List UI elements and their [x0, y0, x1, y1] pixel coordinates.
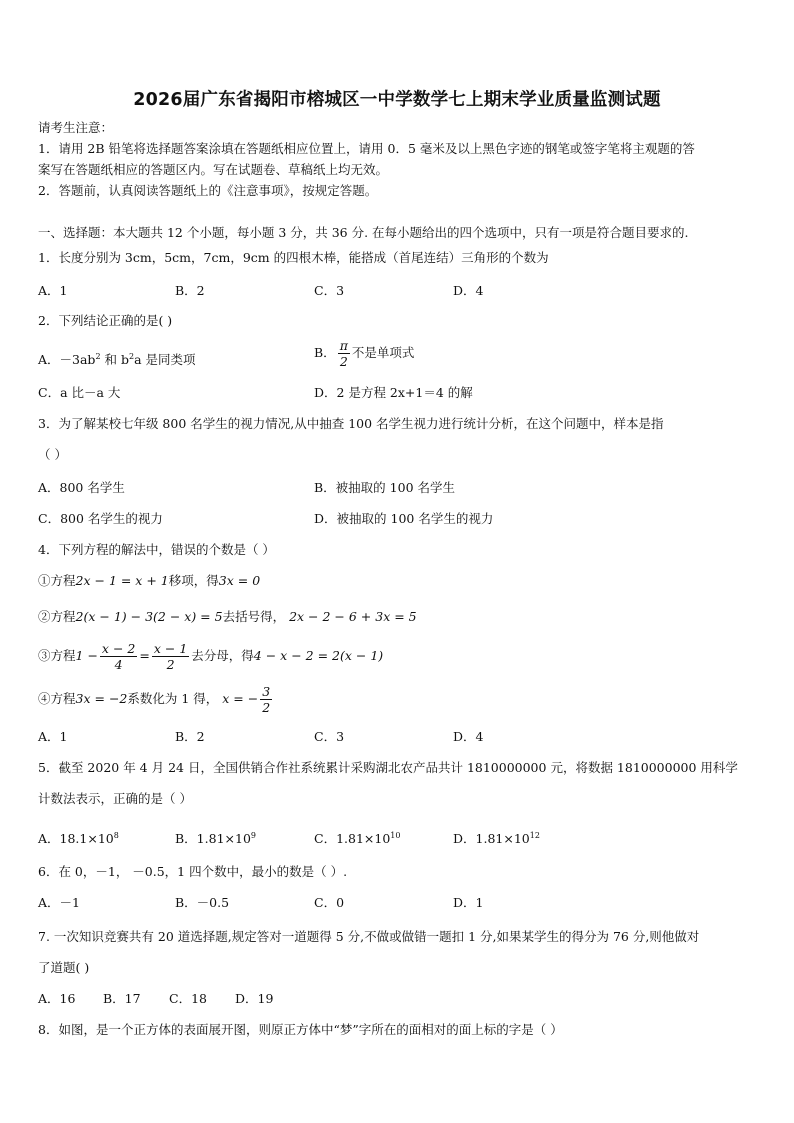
q2-a-mid: 和 b: [100, 352, 129, 368]
q6-option-a: A．－1: [38, 895, 80, 910]
q4-s3-fraction-1: [100, 641, 137, 672]
notice-item-1: 1．请用 2B 铅笔将选择题答案涂填在答题纸相应位置上，请用 0．5 毫米及以上黑色字迹的钢笔或签字笔将主观题的答: [38, 141, 695, 156]
q2-option-c: C．a 比－a 大: [38, 385, 121, 400]
q2-a-suffix: a 是同类项: [134, 352, 196, 368]
q5-a-base: A．18.1×10: [38, 831, 114, 847]
q4-s1-prefix: ①方程: [38, 573, 76, 588]
q4-s2-equation: 2(x − 1) − 3(2 − x) = 5: [75, 609, 223, 624]
notice-item-1-cont: 案写在答题纸相应的答题区内。写在试题卷、草稿纸上均无效。: [38, 162, 389, 177]
q4-s3-result: 4 − x − 2 = 2(x − 1): [253, 648, 384, 663]
q5-c-exponent: 10: [390, 831, 401, 840]
q5-d-exponent: 12: [529, 831, 540, 840]
q5-d-base: D．1.81×10: [453, 831, 530, 847]
q7-option-b: B．17: [103, 991, 141, 1006]
question-6-stem: 6．在 0，－1， －0.5，1 四个数中，最小的数是（ ）.: [38, 864, 348, 879]
q2-b-denominator: 2: [339, 354, 348, 369]
q4-s3-mid: 去分母，得: [191, 648, 254, 663]
question-5-stem-cont: 计数法表示，正确的是（ ）: [38, 791, 192, 806]
q3-option-d: D．被抽取的 100 名学生的视力: [314, 511, 494, 526]
q4-statement-2: [38, 609, 417, 625]
question-7-stem: 7. 一次知识竞赛共有 20 道选择题,规定答对一道题得 5 分,不做或做错一题扣 1 分,如果某学生的得分为 76 分,则他做对: [38, 929, 700, 944]
q6-option-c: C．0: [314, 895, 345, 910]
q7-option-a: A．16: [38, 991, 76, 1006]
q4-s3-prefix: ③方程: [38, 648, 76, 663]
q5-b-exponent: 9: [250, 831, 256, 840]
q5-b-base: B．1.81×10: [175, 831, 251, 847]
q5-option-b: [175, 828, 256, 847]
q3-option-c: C．800 名学生的视力: [38, 511, 163, 526]
q4-s3-f1-denominator: 4: [114, 657, 123, 672]
q2-option-a: [38, 349, 196, 368]
question-7-stem-cont: 了道题( ): [38, 960, 90, 975]
q4-s3-f1-numerator: x − 2: [101, 641, 136, 656]
q4-s2-prefix: ②方程: [38, 609, 76, 624]
q4-option-d: D．4: [453, 729, 484, 744]
q2-b-prefix: B．: [314, 345, 336, 360]
question-4-stem: 4．下列方程的解法中，错误的个数是（ ）: [38, 542, 275, 557]
q5-a-exponent: 8: [113, 831, 119, 840]
q1-option-d: D．4: [453, 283, 484, 298]
q4-s2-mid: 去括号得，: [222, 609, 286, 624]
q4-statement-1: [38, 573, 260, 589]
q2-option-d: D．2 是方程 2x+1＝4 的解: [314, 385, 473, 400]
q2-a-exponent: 2: [95, 352, 101, 361]
q4-s4-fraction: [260, 684, 272, 715]
q2-b-fraction: [338, 338, 350, 369]
notice-header: 请考生注意：: [38, 120, 114, 135]
q4-s4-numerator: 3: [262, 684, 271, 699]
q4-s4-denominator: 2: [262, 700, 271, 715]
question-1-stem: 1．长度分别为 3cm，5cm，7cm，9cm 的四根木棒，能搭成（首尾连结）三角形的个数为: [38, 250, 549, 265]
q4-s4-mid: 系数化为 1 得，: [127, 691, 219, 706]
q4-s3-f2-numerator: x − 1: [153, 641, 188, 656]
q4-s3-equals: =: [139, 648, 150, 663]
section-heading: 一、选择题：本大题共 12 个小题，每小题 3 分，共 36 分. 在每小题给出的四个选项中，只有一项是符合题目要求的.: [38, 225, 689, 240]
q7-option-c: C．18: [169, 991, 207, 1006]
q5-option-a: [38, 828, 119, 847]
q4-s3-fraction-2: [152, 641, 189, 672]
q4-s1-equation: 2x − 1 = x + 1: [75, 573, 169, 588]
q4-s3-f2-denominator: 2: [166, 657, 175, 672]
q4-s1-result: 3x = 0: [218, 573, 261, 588]
q4-option-a: A．1: [38, 729, 68, 744]
q3-option-b: B．被抽取的 100 名学生: [314, 480, 455, 495]
question-3-stem: 3．为了解某校七年级 800 名学生的视力情况,从中抽查 100 名学生视力进行统计分析，在这个问题中，样本是指: [38, 416, 664, 431]
q4-statement-3: [38, 640, 383, 672]
q4-s4-equation: 3x = −2: [75, 691, 128, 706]
q4-option-b: B．2: [175, 729, 205, 744]
question-2-stem: 2．下列结论正确的是( ): [38, 313, 173, 328]
notice-item-2: 2．答题前，认真阅读答题纸上的《注意事项》，按规定答题。: [38, 183, 378, 198]
q2-b-numerator: π: [339, 338, 348, 353]
q2-option-b: [314, 338, 414, 369]
question-8-stem: 8．如图，是一个正方体的表面展开图，则原正方体中“梦”字所在的面相对的面上标的字是（ ）: [38, 1022, 563, 1037]
q3-option-a: A．800 名学生: [38, 480, 125, 495]
page-title: 2026届广东省揭阳市榕城区一中学数学七上期末学业质量监测试题: [133, 90, 661, 110]
q4-option-c: C．3: [314, 729, 345, 744]
q4-s3-lead: 1 −: [75, 648, 98, 663]
q1-option-a: A．1: [38, 283, 68, 298]
q4-s4-prefix: ④方程: [38, 691, 76, 706]
q1-option-b: B．2: [175, 283, 205, 298]
q2-b-suffix: 不是单项式: [351, 345, 415, 360]
question-5-stem: 5．截至 2020 年 4 月 24 日，全国供销合作社系统累计采购湖北农产品共计 1810000000 元，将数据 1810000000 用科学: [38, 760, 738, 775]
q2-a-prefix: A．－3ab: [38, 352, 96, 368]
q2-a-exponent-2: 2: [128, 352, 135, 361]
q5-option-d: [453, 828, 540, 847]
q5-option-c: [314, 828, 400, 847]
q4-s1-mid: 移项，得: [168, 573, 219, 588]
q6-option-b: B．－0.5: [175, 895, 230, 910]
q6-option-d: D．1: [453, 895, 484, 910]
q4-statement-4: [38, 683, 274, 715]
question-3-stem-cont: （ ）: [38, 447, 67, 462]
q7-option-d: D．19: [235, 991, 274, 1006]
q5-c-base: C．1.81×10: [314, 831, 391, 847]
q4-s2-result: 2x − 2 − 6 + 3x = 5: [289, 609, 417, 624]
q1-option-c: C．3: [314, 283, 345, 298]
q4-s4-lead: x = −: [222, 691, 259, 706]
